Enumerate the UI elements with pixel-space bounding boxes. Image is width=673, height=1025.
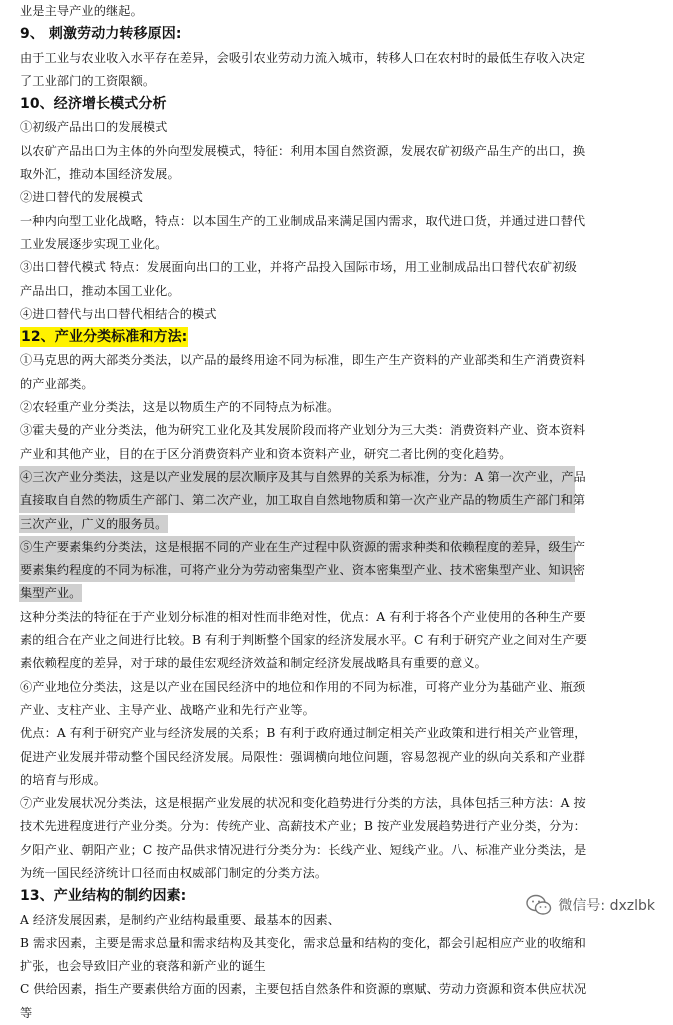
heading-text: 13、产业结构的制约因素: [20, 888, 187, 905]
text-line [20, 513, 660, 536]
text-line [20, 629, 660, 652]
line-text: 素依赖程度的差异，对于球的最佳宏观经济效益和制定经济发展战略具有重要的意义。 [20, 656, 487, 671]
document-page [20, 0, 660, 1025]
wechat-icon [526, 894, 552, 916]
text-line [20, 419, 660, 442]
text-line [20, 559, 660, 582]
line-text: 以农矿产品出口为主体的外向型发展模式，特征：利用本国自然资源，发展农矿初级产品生产的出口，换 [20, 143, 586, 158]
line-text: ⑥产业地位分类法，这是以产业在国民经济中的地位和作用的不同为标准，可将产业分为基础产业、瓶颈 [20, 679, 586, 694]
text-line [20, 652, 660, 675]
text-line [20, 839, 660, 862]
line-text: ①初级产品出口的发展模式 [20, 120, 168, 135]
line-text: 了工业部门的工资限额。 [20, 73, 156, 88]
line-text: ④进口替代与出口替代相结合的模式 [20, 306, 217, 321]
line-text: A 经济发展因素，是制约产业结构最重要、最基本的因素、 [20, 912, 341, 927]
text-line [20, 606, 660, 629]
text-line [20, 233, 660, 256]
line-text: ④三次产业分类法，这是以产业发展的层次顺序及其与自然界的关系为标准，分为：A 第一次产业，产品 [19, 466, 575, 489]
text-line [20, 163, 660, 186]
text-line [20, 699, 660, 722]
line-text: 集型产业。 [20, 586, 82, 601]
text-line [20, 373, 660, 396]
text-line [20, 140, 660, 163]
line-text: 夕阳产业、朝阳产业；C 按产品供求情况进行分类分为：长线产业、短线产业。八、标准产业分类法，是 [20, 842, 587, 857]
text-line [20, 256, 660, 279]
line-text: 这种分类法的特征在于产业划分标准的相对性而非绝对性，优点：A 有利于将各个产业使用的各种生产要 [20, 609, 586, 624]
text-line [20, 280, 660, 303]
line-text: 要素集约程度的不同为标准，可将产业分为劳动密集型产业、资本密集型产业、技术密集型产业、知识密 [19, 559, 575, 582]
text-line [20, 815, 660, 838]
line-text: 扩张，也会导致旧产业的衰落和新产业的诞生 [20, 959, 266, 974]
line-text: 工业发展逐步实现工业化。 [20, 236, 168, 251]
text-line [20, 466, 660, 489]
line-text: B 需求因素，主要是需求总量和需求结构及其变化，需求总量和结构的变化，都会引起相应产业的收缩和 [20, 935, 586, 950]
section-heading [20, 23, 660, 46]
heading-text: 10、经济增长模式分析 [20, 96, 167, 113]
line-text: 素的组合在产业之间进行比较。B 有利于判断整个国家的经济发展水平。C 有利于研究产业之间对生产要 [20, 633, 588, 648]
line-text: 等 [20, 1005, 33, 1020]
text-line [20, 186, 660, 209]
text-line [20, 1002, 660, 1025]
text-line [20, 792, 660, 815]
text-line [20, 443, 660, 466]
line-text: ⑤生产要素集约分类法，这是根据不同的产业在生产过程中队资源的需求种类和依赖程度的差异，级生产 [19, 536, 575, 559]
line-text: 业是主导产业的继起。 [20, 4, 143, 18]
text-line [20, 582, 660, 605]
text-line [20, 396, 660, 419]
text-line [20, 862, 660, 885]
text-line [20, 47, 660, 70]
line-text: ①马克思的两大部类分类法，以产品的最终用途不同为标准，即生产生产资料的产业部类和生产消费资料 [20, 353, 586, 368]
text-line [20, 0, 660, 23]
line-text: 由于工业与农业收入水平存在差异，会吸引农业劳动力流入城市，转移人口在农村时的最低生存收入决定 [20, 50, 586, 65]
heading-text: 12、产业分类标准和方法: [21, 329, 188, 346]
text-line [20, 489, 660, 512]
text-line [20, 676, 660, 699]
line-text: 优点：A 有利于研究产业与经济发展的关系；B 有利于政府通过制定相关产业政策和进行相关产业管理， [20, 726, 587, 741]
line-text: 三次产业，广义的服务员。 [20, 516, 168, 531]
line-text: 技术先进程度进行产业分类。分为：传统产业、高薪技术产业；B 按产业发展趋势进行产业分类，分为： [20, 819, 586, 834]
watermark [526, 894, 655, 916]
line-text: ②进口替代的发展模式 [20, 190, 143, 205]
text-line [20, 303, 660, 326]
text-line [20, 349, 660, 372]
line-text: ②农轻重产业分类法，这是以物质生产的不同特点为标准。 [20, 400, 340, 415]
line-text: 产品出口，推动本国工业化。 [20, 283, 180, 298]
section-heading [20, 93, 660, 116]
text-line [20, 746, 660, 769]
line-text: 产业、支柱产业、主导产业、战略产业和先行产业等。 [20, 702, 315, 717]
text-line [20, 722, 660, 745]
line-text: 的产业部类。 [20, 376, 94, 391]
section-heading [20, 326, 660, 349]
heading-text: 9、 刺激劳动力转移原因: [20, 26, 182, 43]
line-text: 产业和其他产业，目的在于区分消费资料产业和资本资料产业，研究二者比例的变化趋势。 [20, 446, 512, 461]
line-text: ③霍夫曼的产业分类法，他为研究工业化及其发展阶段而将产业划分为三大类：消费资料产业、资本资料 [20, 423, 586, 438]
line-text: C 供给因素，指生产要素供给方面的因素，主要包括自然条件和资源的禀赋、劳动力资源和资本供应状况 [20, 982, 587, 997]
line-text: 为统一国民经济统计口径而由权威部门制定的分类方法。 [20, 865, 328, 880]
line-text: 促进产业发展并带动整个国民经济发展。局限性：强调横向地位问题，容易忽视产业的纵向关系和产业群 [20, 749, 586, 764]
line-text: ⑦产业发展状况分类法，这是根据产业发展的状况和变化趋势进行分类的方法，具体包括三种方法：A 按 [20, 796, 586, 811]
line-text: 的培育与形成。 [20, 772, 107, 787]
text-line [20, 932, 660, 955]
watermark-text: 微信号: dxzlbk [558, 898, 655, 914]
text-line [20, 955, 660, 978]
text-line [20, 769, 660, 792]
text-line [20, 536, 660, 559]
line-text: ③出口替代模式 特点：发展面向出口的工业，并将产品投入国际市场，用工业制成品出口替代农矿初级 [20, 260, 577, 275]
line-text: 取外汇，推动本国经济发展。 [20, 167, 180, 182]
line-text: 直接取自自然的物质生产部门、第二次产业，加工取自自然地物质和第一次产业产品的物质生产部门和第 [19, 489, 575, 512]
text-line [20, 116, 660, 139]
text-line [20, 978, 660, 1001]
text-line [20, 210, 660, 233]
line-text: 一种内向型工业化战略，特点：以本国生产的工业制成品来满足国内需求，取代进口货，并通过进口替代 [20, 213, 586, 228]
text-line [20, 70, 660, 93]
